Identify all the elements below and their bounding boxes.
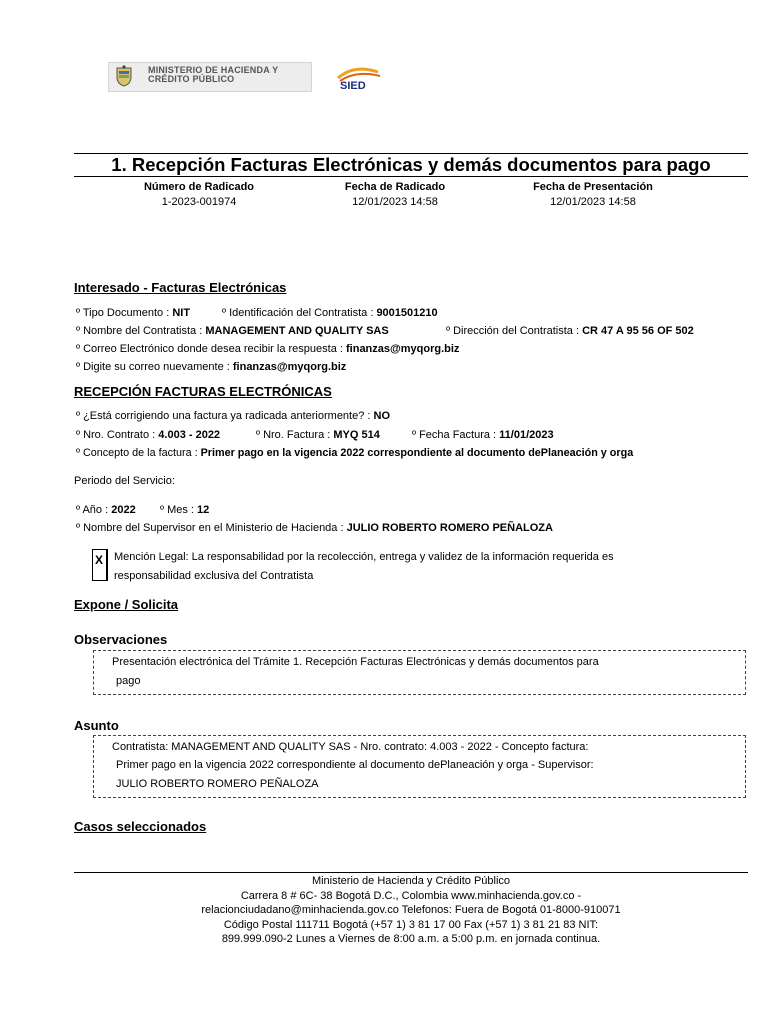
radicado-number-value: 1-2023-001974 [161,196,237,208]
ministry-logo-text: MINISTERIO DE HACIENDA Y CRÉDITO PÚBLICO [148,65,279,84]
anio-line: º Año : 2022 [76,504,136,516]
presentation-date-value: 12/01/2023 14:58 [550,196,636,208]
footer-line5: 899.999.090-2 Lunes a Viernes de 8:00 a.m. a 5:00 p.m. en jornada continua. [221,933,601,945]
asunto-line2: Primer pago en la vigencia 2022 correspondiente al documento dePlaneación y orga - Supervisor: [116,759,594,771]
observaciones-line2: pago [116,675,141,687]
correo-line: º Correo Electrónico donde desea recibir la respuesta : finanzas@myqorg.biz [76,343,460,355]
footer-rule [74,872,748,873]
periodo-servicio-label: Periodo del Servicio: [74,475,175,487]
asunto-heading: Asunto [74,718,119,733]
confirm-correo-line: º Digite su correo nuevamente : finanzas@myqorg.biz [76,361,347,373]
mencion-legal-line1: Mención Legal: La responsabilidad por la recolección, entrega y validez de la información requerida es [114,551,614,563]
direccion-contratista-line: º Dirección del Contratista : CR 47 A 95 56 OF 502 [446,325,694,337]
footer-line1: Ministerio de Hacienda y Crédito Público [311,875,511,887]
mencion-legal-line2: responsabilidad exclusiva del Contratista [114,570,314,582]
title-bottom-rule [74,176,748,177]
asunto-line3: JULIO ROBERTO ROMERO PEÑALOZA [116,778,319,790]
sied-logo [334,64,392,92]
sied-logo-text: SIED [340,80,366,92]
presentation-date-label: Fecha de Presentación [533,181,653,193]
radicado-number-label: Número de Radicado [143,181,255,193]
coat-of-arms-icon [115,65,133,87]
identificacion-line: º Identificación del Contratista : 9001501210 [222,307,438,319]
page-title: 1. Recepción Facturas Electrónicas y demás documentos para pago [111,154,711,175]
corrigiendo-line: º ¿Está corrigiendo una factura ya radicada anteriormente? : NO [76,410,391,422]
nro-contrato-line: º Nro. Contrato : 4.003 - 2022 [76,429,221,441]
recepcion-heading: RECEPCIÓN FACTURAS ELECTRÓNICAS [74,384,332,399]
footer-line4: Código Postal 111711 Bogotá (+57 1) 3 81 17 00 Fax (+57 1) 3 81 21 83 NIT: [223,918,599,931]
fecha-factura-line: º Fecha Factura : 11/01/2023 [412,429,554,441]
expone-heading: Expone / Solicita [74,597,179,612]
casos-heading: Casos seleccionados [74,819,207,834]
observaciones-line1: Presentación electrónica del Trámite 1. Recepción Facturas Electrónicas y demás documentos para [112,656,599,668]
tipo-documento-line: º Tipo Documento : NIT [76,307,191,319]
asunto-line1: Contratista: MANAGEMENT AND QUALITY SAS - Nro. contrato: 4.003 - 2022 - Concepto factura: [112,741,589,753]
supervisor-line: º Nombre del Supervisor en el Ministerio de Hacienda : JULIO ROBERTO ROMERO PEÑALOZA [76,522,553,534]
radicado-date-value: 12/01/2023 14:58 [352,196,438,208]
mes-line: º Mes : 12 [160,504,210,516]
interesado-heading: Interesado - Facturas Electrónicas [74,280,287,295]
footer-line3: relacionciudadano@minhacienda.gov.co Telefonos: Fuera de Bogotá 01-8000-910071 [201,904,621,916]
nro-factura-line: º Nro. Factura : MYQ 514 [256,429,380,441]
footer-line2: Carrera 8 # 6C- 38 Bogotá D.C., Colombia www.minhacienda.gov.co - [240,889,582,902]
radicado-date-label: Fecha de Radicado [344,181,446,193]
nombre-contratista-line: º Nombre del Contratista : MANAGEMENT AND QUALITY SAS [76,325,389,337]
legal-acceptance-checkbox[interactable]: X [92,549,108,581]
concepto-factura-line: º Concepto de la factura : Primer pago en la vigencia 2022 correspondiente al documento dePlaneación y orga [76,447,634,459]
footer [74,874,748,947]
observaciones-heading: Observaciones [74,632,168,647]
